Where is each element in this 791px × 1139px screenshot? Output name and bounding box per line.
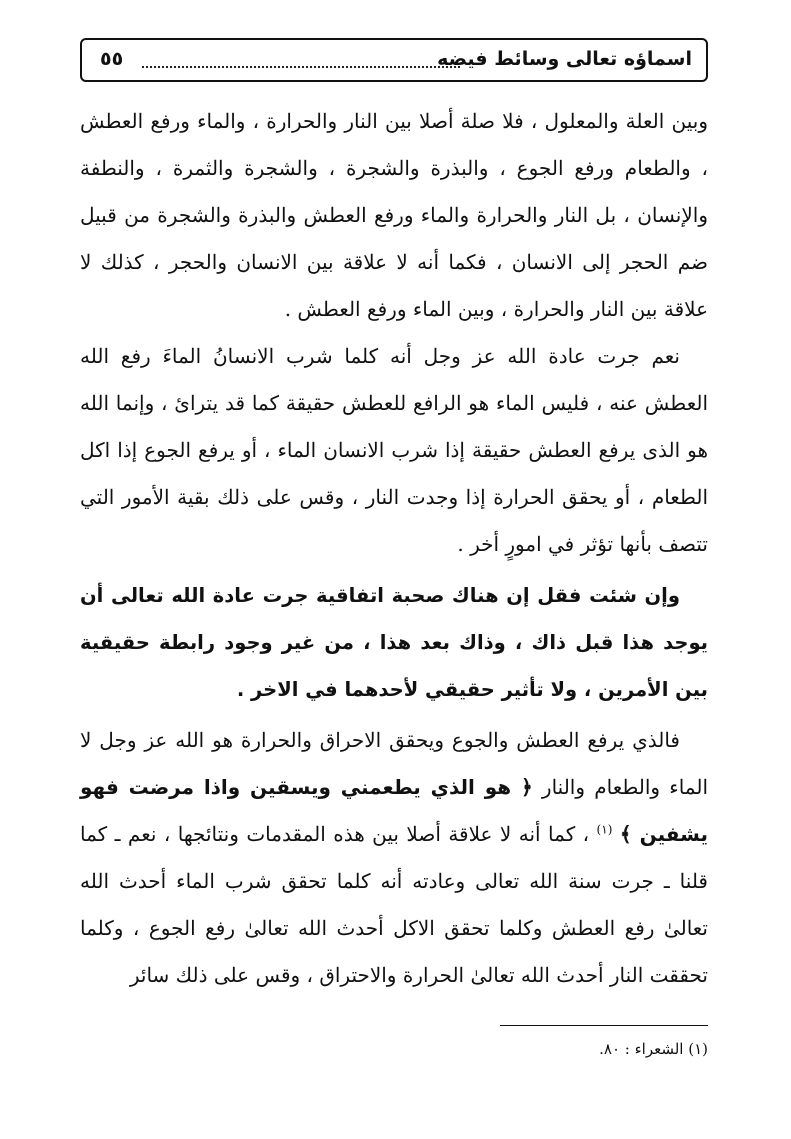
footnote: (١) الشعراء : ٨٠. xyxy=(599,1040,708,1058)
page-number: ٥٥ xyxy=(100,48,124,70)
paragraph-3-bold: وإن شئت فقل إن هناك صحبة اتفاقية جرت عادة الله تعالى أن يوجد هذا قبل ذاك ، وذاك بعد هذا ، من غير وجود رابطة حقيقية بين الأمرين ، ولا تأثير حقيقي لأحدهما في الاخر . xyxy=(80,584,708,701)
quran-quote: ﴿ هو الذي يطعمني ويسقين واذا مرضت فهو يشفين ﴾ xyxy=(80,775,708,846)
running-title: اسماؤه تعالى وسائط فيضه xyxy=(437,48,692,70)
paragraph-4 xyxy=(80,717,708,999)
paragraph-4-part-1: فالذي يرفع العطش والجوع ويحقق الاحراق والحرارة هو الله عز وجل لا الماء والطعام والنار xyxy=(80,728,708,799)
footnote-reference: (١) xyxy=(596,822,613,837)
paragraph-4-part-2: ، كما أنه لا علاقة أصلا بين هذه المقدمات ونتائجها ، نعم ـ كما قلنا ـ جرت سنة الله تعالى وعادته أنه كلما تحقق شرب الماء أحدث الله تعالىٰ رفع العطش وكلما تحقق الاكل أحدث الله تعالىٰ رفع الجوع ، وكلما تحققت النار أحدث الله تعالىٰ الحرارة والاحتراق ، وقس على ذلك سائر xyxy=(80,822,708,987)
paragraph-1: وبين العلة والمعلول ، فلا صلة أصلا بين النار والحرارة ، والماء ورفع العطش ، والطعام ورفع الجوع ، والبذرة والشجرة ، والشجرة والثمرة ، والنطفة والإنسان ، بل النار والحرارة والماء ورفع العطش والبذرة والشجرة من قبيل ضم الحجر إلى الانسان ، فكما أنه لا علاقة بين الانسان والحجر ، كذلك لا علاقة بين النار والحرارة ، وبين الماء ورفع العطش . xyxy=(80,109,708,321)
dotted-leader xyxy=(142,66,460,68)
footnote-divider xyxy=(500,1025,708,1026)
paragraph-2: نعم جرت عادة الله عز وجل أنه كلما شرب الانسانُ الماءَ رفع الله العطش عنه ، فليس الماء هو الرافع للعطش حقيقة كما قد يترائ ، وإنما الله هو الذى يرفع العطش حقيقة إذا شرب الانسان الماء ، أو يرفع الجوع إذا اكل الطعام ، أو يحقق الحرارة إذا وجدت النار ، وقس على ذلك بقية الأمور التي تتصف بأنها تؤثر في امورٍ أخر . xyxy=(80,344,708,556)
running-header xyxy=(80,38,708,82)
body-text xyxy=(80,98,708,999)
